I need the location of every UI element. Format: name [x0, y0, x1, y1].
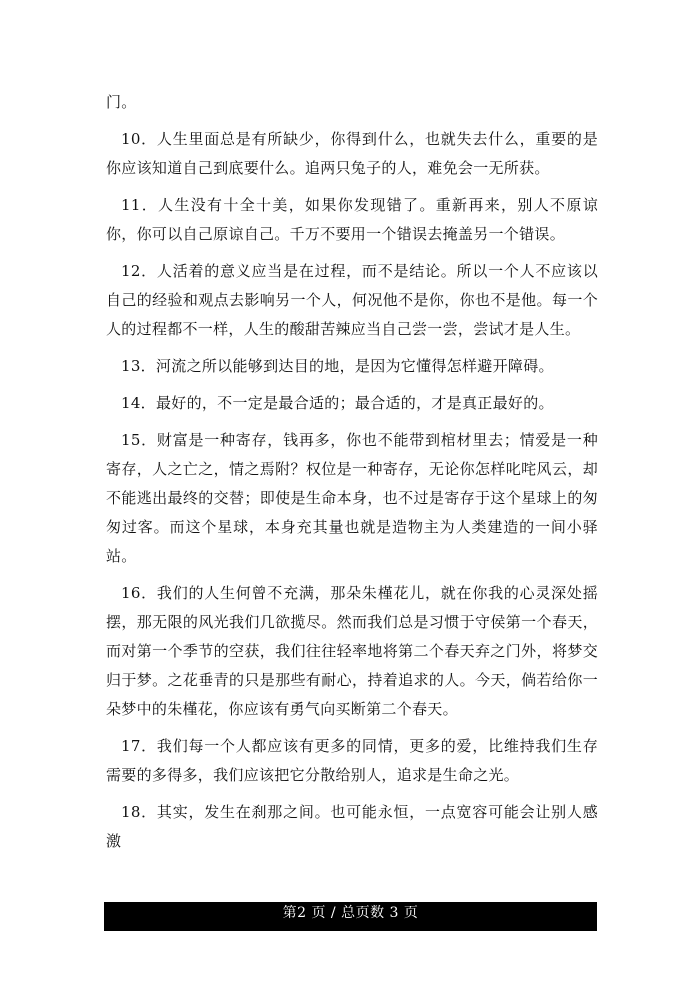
paragraph-item-12: 12．人活着的意义应当是在过程，而不是结论。所以一个人不应该以自己的经验和观点去影响另一个人，何况他不是你，你也不是他。每一个人的过程都不一样，人生的酸甜苦辣应当自己尝一尝，尝试才是人生。 — [106, 262, 598, 338]
page-number-footer: 第2 页 / 总页数 3 页 — [282, 905, 419, 921]
paragraph-item-14: 14．最好的，不一定是最合适的；最合适的，才是真正最好的。 — [121, 394, 554, 412]
paragraph-item-18: 18．其实，发生在刹那之间。也可能永恒，一点宽容可能会让别人感激 — [106, 803, 598, 850]
paragraph-item-10: 10．人生里面总是有所缺少，你得到什么，也就失去什么，重要的是你应该知道自己到底要什么。追两只兔子的人，难免会一无所获。 — [106, 130, 598, 177]
document-body — [106, 88, 598, 856]
paragraph-item-17: 17．我们每一个人都应该有更多的同情，更多的爱，比维持我们生存需要的多得多，我们应该把它分散给别人，追求是生命之光。 — [106, 737, 598, 784]
paragraph-item-16: 16．我们的人生何曾不充满，那朵朱槿花儿，就在你我的心灵深处摇摆，那无限的风光我们几欲揽尽。然而我们总是习惯于守侯第一个春天，而对第一个季节的空获，我们往往轻率地将第二个春天弃之门外，将梦交归于梦。之花垂青的只是那些有耐心，持着追求的人。今天，倘若给你一朵梦中的朱槿花，你应该有勇气向买断第二个春天。 — [106, 584, 598, 718]
paragraph-item-15: 15．财富是一种寄存，钱再多，你也不能带到棺材里去；情爱是一种寄存，人之亡之，情之焉附？权位是一种寄存，无论你怎样叱咤风云，却不能逃出最终的交替；即使是生命本身，也不过是寄存于这个星球上的匆匆过客。而这个星球，本身充其量也就是造物主为人类建造的一间小驿站。 — [106, 431, 598, 565]
paragraph-item-13: 13．河流之所以能够到达目的地，是因为它懂得怎样避开障碍。 — [121, 357, 554, 375]
paragraph-item-11: 11．人生没有十全十美，如果你发现错了。重新再来，别人不原谅你，你可以自己原谅自己。千万不要用一个错误去掩盖另一个错误。 — [106, 196, 598, 243]
page-footer-bar — [104, 902, 597, 931]
paragraph-continuation: 门。 — [106, 93, 137, 111]
